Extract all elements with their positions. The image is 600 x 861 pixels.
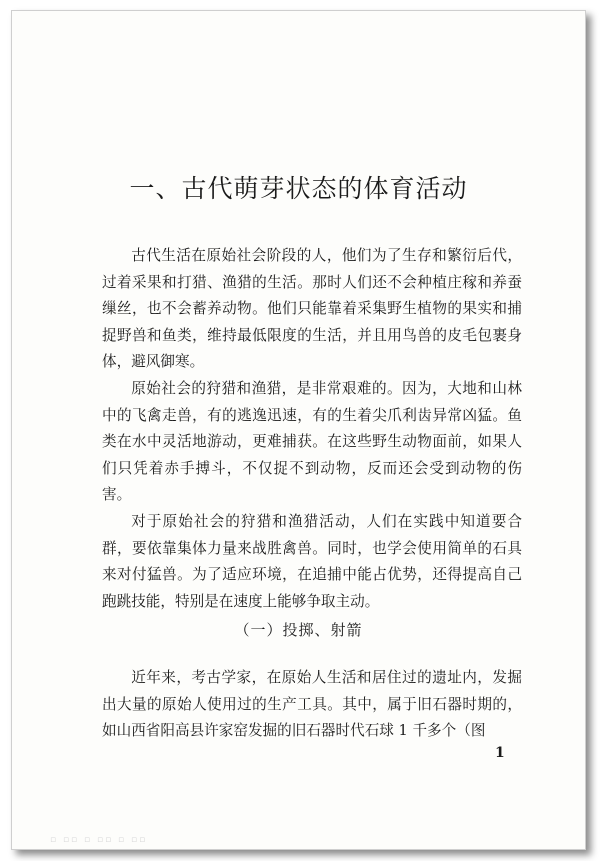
- paragraph: 古代生活在原始社会阶段的人，他们为了生存和繁衍后代，过着采果和打猎、渔猎的生活。那时人们还不会种植庄稼和养蚕缫丝，也不会蓄养动物。他们只能靠着采集野生植物的果实和捕捉野兽和鱼类，维持最低限度的生活，并且用鸟兽的皮毛包裹身体，避风御寒。: [102, 247, 522, 371]
- paragraph: 近年来，考古学家，在原始人生活和居住过的遗址内，发掘出大量的原始人使用过的生产工具。其中，属于旧石器时期的，如山西省阳高县许家窑发掘的旧石器时代石球 1 千多个（图: [102, 669, 522, 740]
- paragraph: 原始社会的狩猎和渔猎，是非常艰难的。因为，大地和山林中的飞禽走兽，有的逃逸迅速，有的生着尖爪利齿异常凶猛。鱼类在水中灵活地游动，更难捕获。在这些野生动物面前，如果人们只凭着赤手搏斗，不仅捉不到动物，反而还会受到动物的伤害。: [102, 379, 522, 504]
- scan-artifact: ▫ ▫▫ ▫ ▫▫ ▫ ▫▫: [50, 835, 148, 845]
- section-two-text: [102, 665, 522, 745]
- chapter-title: 一、古代萌芽状态的体育活动: [129, 174, 468, 203]
- page-number: 1: [495, 745, 505, 761]
- subsection-heading: （一）投掷、射箭: [234, 621, 363, 639]
- section-one-text: [102, 243, 522, 615]
- paragraph: 对于原始社会的狩猎和渔猎活动，人们在实践中知道要合群，要依靠集体力量来战胜禽兽。同时，也学会使用简单的石具来对付猛兽。为了适应环境，在追捕中能占优势，还得提高自己跑跳技能，特别是在速度上能够争取主动。: [102, 512, 522, 610]
- book-page: [11, 10, 586, 850]
